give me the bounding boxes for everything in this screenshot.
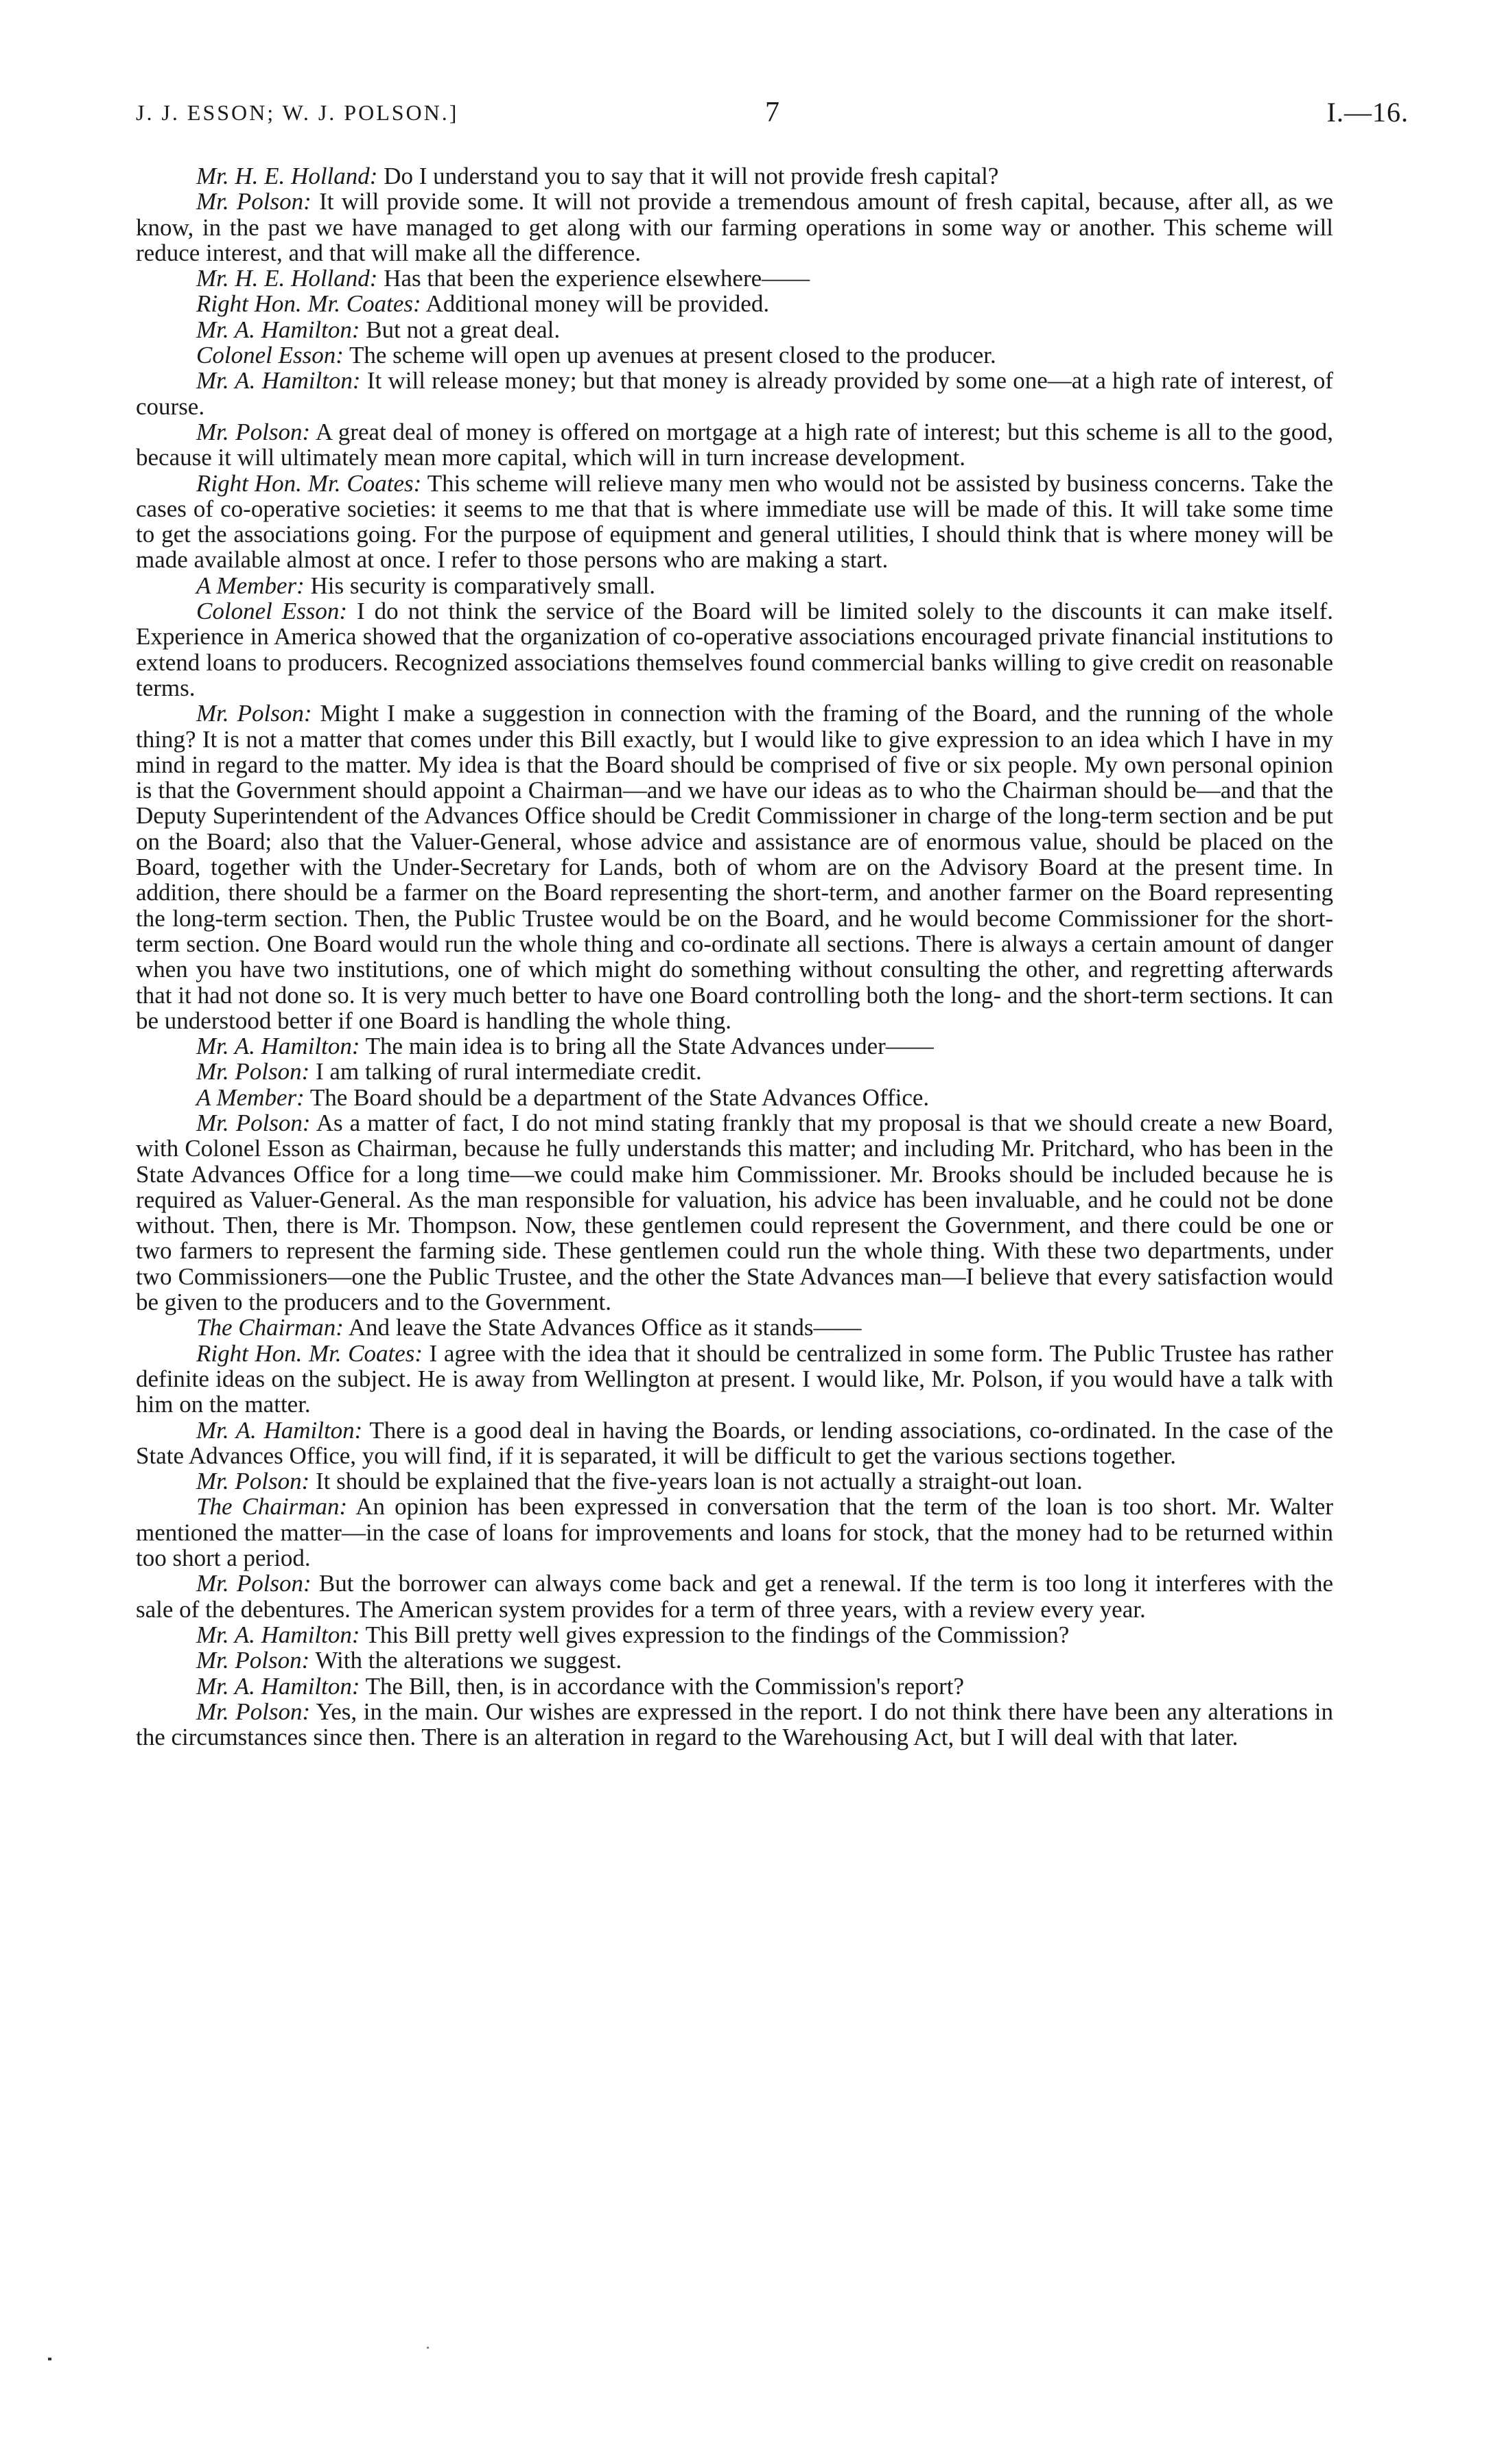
speech-text: As a matter of fact, I do not mind stating frankly that my proposal is that we should create a new Board, with Colonel Esson as Chairman, because he fully understands this matter; and including Mr. Pritchard, who has been in the State Advances Office for a long time—we could make him Commissioner. Mr. Brooks should be included because he is required as Valuer-General. As the man responsible for valuation, his advice has been invaluable, and he could not be done without. Then, there is Mr. Thompson. Now, these gentlemen could represent the Government, and there could be one or two farmers to represent the farming side. These gentlemen could run the whole thing. With these two departments, under two Commissioners—one the Public Trustee, and the other the State Advances man—I believe that every satisfaction would be given to the producers and to the Government. (136, 1109, 1333, 1316)
transcript-paragraph (136, 342, 1333, 368)
speaker-name: Mr. Polson: (196, 1109, 311, 1136)
transcript-paragraph (136, 1674, 1333, 1699)
speaker-name: Mr. A. Hamilton: (196, 1033, 360, 1060)
transcript-paragraph (136, 598, 1333, 701)
speech-text: Might I make a suggestion in connection with the framing of the Board, and the running of the whole thing? It is not a matter that comes under this Bill exactly, but I would like to give expression to an idea which I have in my mind in regard to the matter. My idea is that the Board should be comprised of five or six people. My own personal opinion is that the Government should appoint a Chairman—and we have our ideas as to who the Chairman should be—and that the Deputy Superintendent of the Advances Office should be Credit Commissioner in charge of the long-term section and be put on the Board; also that the Valuer-General, whose advice and assistance are of enormous value, should be placed on the Board, together with the Under-Secretary for Lands, both of whom are on the Advisory Board at the present time. In addition, there should be a farmer on the Board representing the short-term, and another farmer on the Board representing the long-term section. Then, the Public Trustee would be on the Board, and he would become Commissioner for the short-term section. One Board would run the whole thing and co-ordinate all sections. There is always a certain amount of danger when you have two institutions, one of which might do something without consulting the other, and regretting afterwards that it had not done so. It is very much better to have one Board controlling both the long- and the short-term sections. It can be understood better if one Board is handling the whole thing. (136, 700, 1334, 1034)
transcript-paragraph (136, 163, 1333, 189)
transcript-paragraph (136, 368, 1333, 419)
speaker-name: Mr. H. E. Holland: (196, 163, 378, 189)
speech-text: The Board should be a department of the State Advances Office. (309, 1083, 930, 1111)
transcript-paragraph (136, 1699, 1333, 1750)
speaker-name: Mr. Polson: (196, 418, 311, 445)
transcript-paragraph (136, 1571, 1333, 1622)
speaker-name: Mr. A. Hamilton: (196, 367, 361, 395)
speaker-name: Mr. Polson: (196, 188, 312, 215)
speaker-name: Right Hon. Mr. Coates: (196, 290, 421, 318)
transcript-paragraph (136, 1110, 1333, 1315)
speech-text: With the alterations we suggest. (315, 1647, 622, 1674)
speech-text: His security is comparatively small. (310, 572, 656, 599)
speech-text: A great deal of money is offered on mortgage at a high rate of interest; but this scheme is all to the good, because it will ultimately mean more capital, which will in turn increase development. (136, 418, 1333, 471)
transcript-paragraph (136, 1341, 1333, 1418)
speech-text: It will release money; but that money is already provided by some one—at a high rate of interest, of course. (136, 367, 1333, 420)
speaker-name: A Member: (196, 572, 305, 599)
transcript-paragraph (136, 471, 1333, 573)
transcript-paragraph (136, 419, 1333, 471)
speaker-name: Mr. A. Hamilton: (196, 1416, 363, 1444)
speech-text: And leave the State Advances Office as it stands—— (348, 1314, 862, 1341)
transcript-paragraph (136, 291, 1333, 316)
transcript-paragraph (136, 1315, 1333, 1340)
document-reference: I.—16. (1326, 97, 1409, 128)
transcript-paragraph (136, 573, 1333, 598)
speech-text: The Bill, then, is in accordance with the Commission's report? (365, 1672, 965, 1700)
speaker-name: Mr. Polson: (196, 1468, 310, 1495)
speaker-name: Mr. Polson: (196, 1570, 312, 1597)
speaker-name: The Chairman: (196, 1314, 344, 1341)
speaker-name: Mr. H. E. Holland: (196, 265, 378, 292)
speech-text: This scheme will relieve many men who would not be assisted by business concerns. Take the cases of co-operative societies: it seems to me that that is where immediate use will be made of this. It will take some time to get the associations going. For the purpose of equipment and general utilities, I should think that is where money will be made available almost at once. I refer to those persons who are making a start. (136, 469, 1333, 574)
transcript-paragraph (136, 1647, 1333, 1673)
speaker-name: Mr. A. Hamilton: (196, 1672, 360, 1700)
transcript-paragraph (136, 701, 1333, 1033)
speech-text: But not a great deal. (366, 316, 561, 343)
transcript-paragraph (136, 266, 1333, 291)
page-header (136, 96, 1409, 137)
speech-text: The main idea is to bring all the State Advances under—— (365, 1033, 934, 1060)
transcript-paragraph (136, 189, 1333, 266)
speaker-name: Mr. A. Hamilton: (196, 316, 360, 343)
speech-text: I agree with the idea that it should be centralized in some form. The Public Trustee has rather definite ideas on the subject. He is away from Wellington at present. I would like, Mr. Polson, if you would have a talk with him on the matter. (136, 1339, 1333, 1418)
speech-text: There is a good deal in having the Boards, or lending associations, co-ordinated. In the case of the State Advances Office, you will find, if it is separated, it will be difficult to get the various sections together. (136, 1416, 1333, 1469)
transcript-paragraph (136, 1085, 1333, 1110)
transcript-paragraph (136, 1622, 1333, 1647)
speaker-name: A Member: (196, 1083, 305, 1111)
speaker-name: Mr. A. Hamilton: (196, 1621, 360, 1648)
speech-text: Has that been the experience elsewhere—— (384, 265, 810, 292)
transcript-paragraph (136, 1033, 1333, 1059)
scan-speck (427, 2347, 429, 2349)
speaker-name: Mr. Polson: (196, 1647, 310, 1674)
speaker-name: Right Hon. Mr. Coates: (196, 469, 422, 497)
speech-text: An opinion has been expressed in conversation that the term of the loan is too short. Mr. Walter mentioned the matter—in the case of loans for improvements and loans for stock, that the money had to be returned within too short a period. (136, 1493, 1333, 1572)
speech-text: Additional money will be provided. (425, 290, 770, 318)
speech-text: This Bill pretty well gives expression to the findings of the Commission? (365, 1621, 1070, 1648)
speaker-name: Colonel Esson: (196, 342, 344, 369)
page-number: 7 (765, 97, 779, 128)
speaker-name: Mr. Polson: (196, 700, 312, 727)
transcript-body (136, 163, 1333, 1750)
speech-text: I do not think the service of the Board will be limited solely to the discounts it can make itself. Experience in America showed that the organization of co-operative associations encouraged private financial institutions to extend loans to producers. Recognized associations themselves found commercial banks willing to give credit on reasonable terms. (136, 598, 1334, 701)
header-witnesses: J. J. ESSON; W. J. POLSON.] (136, 100, 459, 125)
scan-speck (48, 2358, 51, 2360)
speech-text: I am talking of rural intermediate credit. (316, 1058, 702, 1086)
transcript-paragraph (136, 1418, 1333, 1469)
speech-text: But the borrower can always come back and get a renewal. If the term is too long it interferes with the sale of the debentures. The American system provides for a term of three years, with a review every year. (136, 1570, 1334, 1623)
transcript-paragraph (136, 1059, 1333, 1084)
speech-text: It will provide some. It will not provide a tremendous amount of fresh capital, because, after all, as we know, in the past we have managed to get along with our farming operations in some way or another. This scheme will reduce interest, and that will make all the difference. (136, 188, 1334, 266)
speaker-name: Mr. Polson: (196, 1698, 311, 1725)
speaker-name: Right Hon. Mr. Coates: (196, 1339, 423, 1367)
speech-text: The scheme will open up avenues at present closed to the producer. (349, 342, 996, 369)
speech-text: Do I understand you to say that it will not provide fresh capital? (384, 163, 999, 189)
speaker-name: Colonel Esson: (196, 598, 348, 625)
speaker-name: Mr. Polson: (196, 1058, 310, 1086)
speech-text: Yes, in the main. Our wishes are expressed in the report. I do not think there have been any alterations in the circumstances since then. There is an alteration in regard to the Warehousing Act, but I will deal with that later. (136, 1698, 1334, 1751)
speech-text: It should be explained that the five-years loan is not actually a straight-out loan. (316, 1468, 1083, 1495)
transcript-paragraph (136, 317, 1333, 342)
transcript-paragraph (136, 1468, 1333, 1494)
speaker-name: The Chairman: (196, 1493, 348, 1521)
transcript-paragraph (136, 1494, 1333, 1571)
